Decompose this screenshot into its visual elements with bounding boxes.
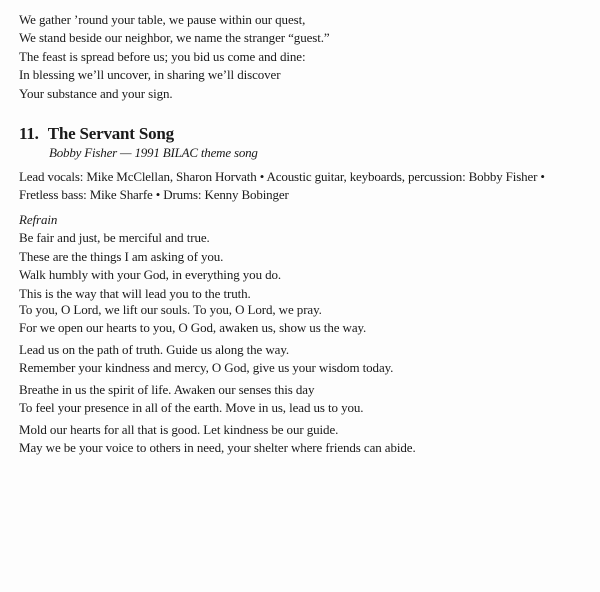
verse-stanza <box>19 301 589 338</box>
lyric-line: We gather ’round your table, we pause within our quest, <box>19 12 306 27</box>
lyric-line: Lead us on the path of truth. Guide us along the way. <box>19 342 290 357</box>
song-header <box>19 124 579 162</box>
verse-stanza <box>19 381 589 418</box>
verse-stanza <box>19 341 589 378</box>
lyric-line: Your substance and your sign. <box>19 85 173 101</box>
song-credit: Bobby Fisher — 1991 BILAC theme song <box>49 145 258 160</box>
refrain-stanza <box>19 211 589 303</box>
song-title: The Servant Song <box>47 124 174 143</box>
lyric-line: Walk humbly with your God, in everything you do. <box>19 267 282 283</box>
performer-credits: Lead vocals: Mike McClellan, Sharon Horvath • Acoustic guitar, keyboards, percussion: Bobby Fisher • Fretless bass: Mike Sharfe • Drums: Kenny Bobinger <box>19 169 545 203</box>
lyric-line: The feast is spread before us; you bid us come and dine: <box>19 48 306 64</box>
song-number: 11. <box>19 124 39 143</box>
lyric-line: Breathe in us the spirit of life. Awaken our senses this day <box>19 382 315 397</box>
lyric-line: May we be your voice to others in need, your shelter where friends can abide. <box>19 440 416 456</box>
refrain-label: Refrain <box>19 212 58 227</box>
previous-song-stanza <box>19 11 589 103</box>
song-title-row <box>19 124 579 144</box>
lyric-line: We stand beside our neighbor, we name the stranger “guest.” <box>19 30 330 46</box>
lyric-line: Remember your kindness and mercy, O God, give us your wisdom today. <box>19 360 394 376</box>
lyric-line: In blessing we’ll uncover, in sharing we’ll discover <box>19 67 281 83</box>
lyric-line: These are the things I am asking of you. <box>19 248 224 264</box>
lyric-line: To you, O Lord, we lift our souls. To you, O Lord, we pray. <box>19 302 322 317</box>
lyric-line: Be fair and just, be merciful and true. <box>19 230 210 246</box>
lyric-line: To feel your presence in all of the earth. Move in us, lead us to you. <box>19 400 364 416</box>
verse-stanza <box>19 421 589 458</box>
lyric-line: For we open our hearts to you, O God, awaken us, show us the way. <box>19 320 367 336</box>
lyric-line: Mold our hearts for all that is good. Let kindness be our guide. <box>19 422 339 437</box>
lyric-line: This is the way that will lead you to the truth. <box>19 285 251 301</box>
